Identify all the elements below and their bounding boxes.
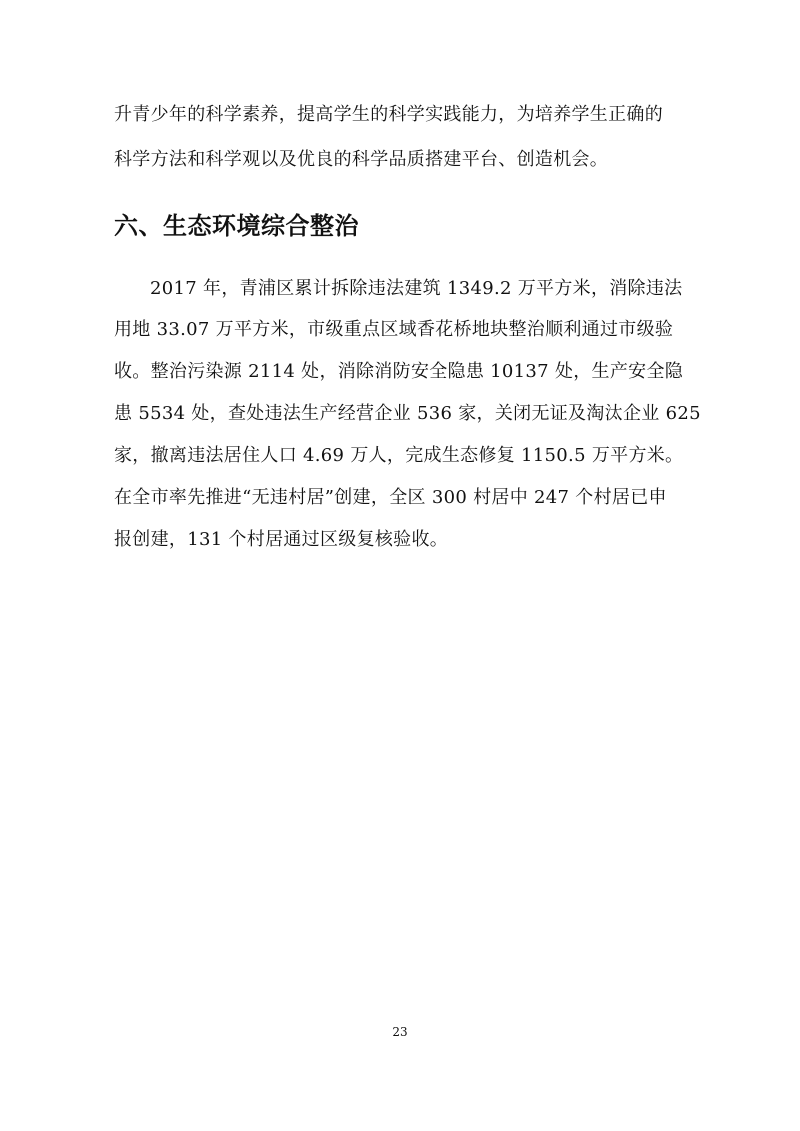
paragraph-line-5: 家，撤离违法居住人口 4.69 万人，完成生态修复 1150.5 万平方米。 <box>114 445 684 466</box>
paragraph-line-6: 在全市率先推进“无违村居”创建，全区 300 村居中 247 个村居已申 <box>114 487 667 508</box>
paragraph-line-3: 收。整治污染源 2114 处，消除消防安全隐患 10137 处，生产安全隐 <box>114 361 684 382</box>
section-heading: 六、生态环境综合整治 <box>114 212 359 240</box>
page-number: 23 <box>392 1025 408 1039</box>
intro-line-1: 升青少年的科学素养，提高学生的科学实践能力，为培养学生正确的 <box>114 104 663 125</box>
paragraph-line-1: 2017 年，青浦区累计拆除违法建筑 1349.2 万平方米，消除违法 <box>150 278 683 299</box>
paragraph-line-7: 报创建，131 个村居通过区级复核验收。 <box>114 529 449 550</box>
paragraph-line-4: 患 5534 处，查处违法生产经营企业 536 家，关闭无证及淘汰企业 625 <box>114 403 701 424</box>
paragraph-line-2: 用地 33.07 万平方米，市级重点区域香花桥地块整治顺利通过市级验 <box>114 319 674 340</box>
intro-line-2: 科学方法和科学观以及优良的科学品质搭建平台、创造机会。 <box>114 149 609 170</box>
